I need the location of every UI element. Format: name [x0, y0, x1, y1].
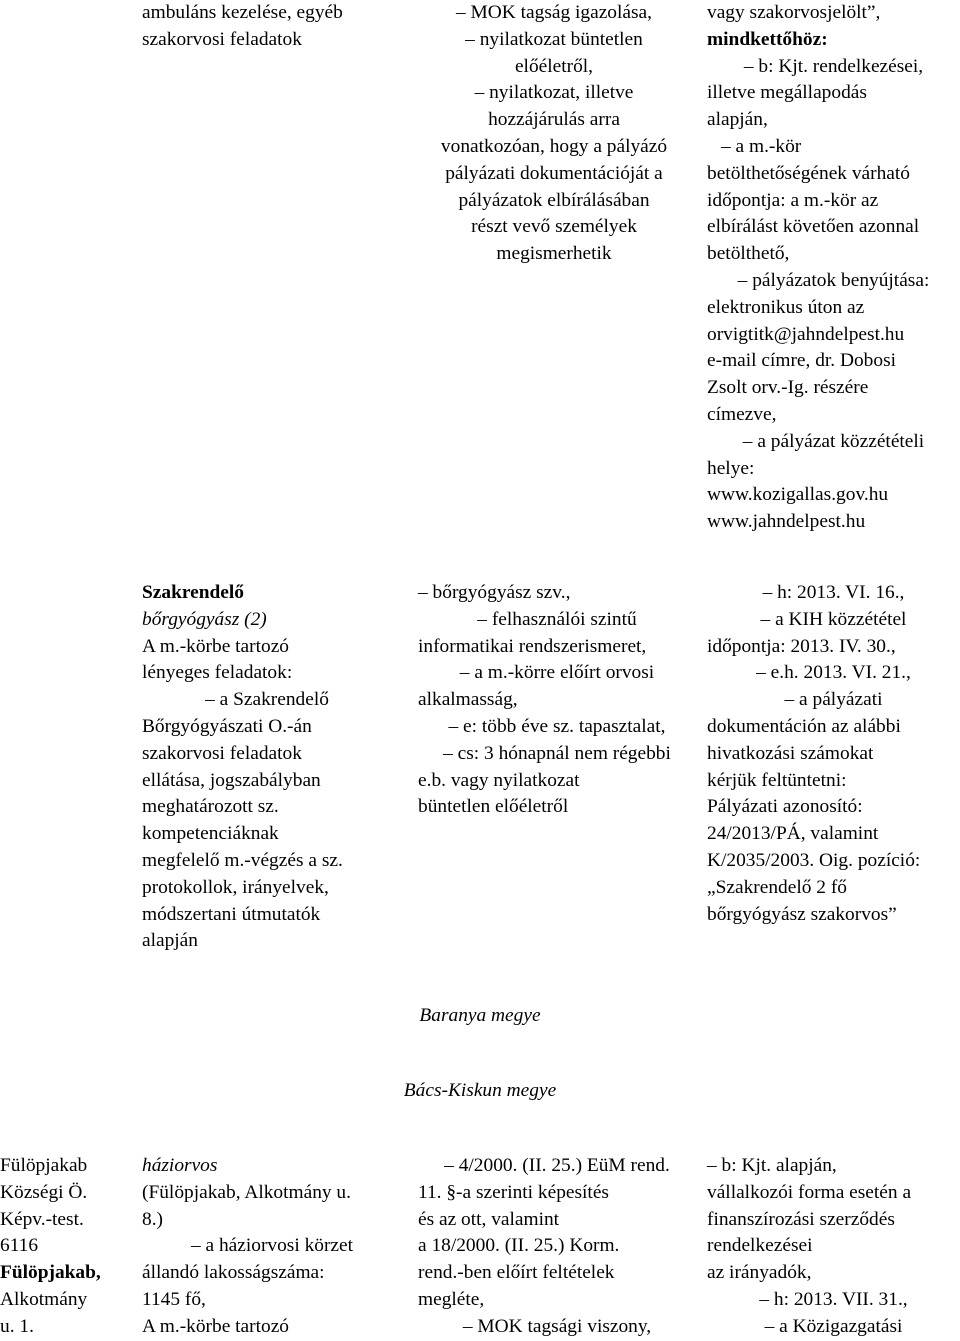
text-line: a 18/2000. (II. 25.) Korm.: [418, 1235, 620, 1257]
county-heading-baranya: Baranya megye: [419, 1005, 541, 1026]
text-line: vagy szakorvosjelölt”,: [707, 2, 881, 23]
text-line: dokumentáción az alábbi: [707, 715, 901, 737]
list-item: – h: 2013. VII. 31.,: [707, 1287, 960, 1314]
text-line: hivatkozási számokat: [707, 742, 874, 764]
text-line: ellátása, jogszabályban: [142, 769, 321, 791]
text-line: büntetlen előéletről: [418, 796, 569, 818]
web-link[interactable]: www.jahndelpest.hu: [707, 511, 866, 533]
text-line: elektronikus úton az: [707, 296, 865, 318]
text-line: Alkotmány: [0, 1288, 88, 1310]
text-line: megléte,: [418, 1288, 485, 1310]
text-line: lényeges feladatok:: [142, 662, 293, 684]
list-item: – 4/2000. (II. 25.) EüM rend.: [418, 1153, 696, 1180]
text-line: „Szakrendelő 2 fő: [707, 876, 847, 898]
text-line: vonatkozóan, hogy a pályázó: [440, 135, 668, 157]
text-line: rendelkezései: [707, 1235, 813, 1257]
list-item: – a KIH közzététel: [707, 607, 960, 634]
text-line: betölthető,: [707, 243, 790, 265]
list-item: – MOK tagság igazolása,: [415, 0, 693, 27]
text-line: 24/2013/PÁ, valamint: [707, 823, 879, 845]
text-line: szakorvosi feladatok: [142, 28, 302, 50]
text-line: protokollok, irányelvek,: [142, 876, 329, 898]
text-line: rend.-ben előírt feltételek: [418, 1262, 615, 1284]
text-line: A m.-körbe tartozó: [142, 1315, 290, 1337]
text-line: finanszírozási szerződés: [707, 1208, 895, 1230]
text-line: címezve,: [707, 403, 777, 425]
text-line: előéletről,: [514, 55, 594, 77]
list-item: – a m.-körre előírt orvosi: [418, 660, 696, 687]
text-line: kompetenciáknak: [142, 823, 279, 845]
text-line: megfelelő m.-végzés a sz.: [142, 849, 343, 871]
text-line: 1145 fő,: [142, 1288, 206, 1310]
text-line: alapján,: [707, 109, 768, 131]
list-item: – b: Kjt. rendelkezései,: [707, 54, 960, 81]
text-line: részt vevő személyek: [471, 216, 637, 238]
list-item: – nyilatkozat büntetlen: [415, 27, 693, 54]
top-col-conditions: [707, 0, 960, 536]
bottom-col-employer: [0, 1153, 130, 1341]
text-line: u. 1.: [0, 1315, 34, 1337]
text-line: 6116: [0, 1235, 39, 1257]
text-line: időpontja: a m.-kör az: [707, 189, 879, 211]
top-col-role: [142, 0, 392, 54]
text-line: e.b. vagy nyilatkozat: [418, 769, 580, 791]
list-item: – a Szakrendelő: [142, 687, 392, 714]
list-item: – a pályázat közzétételi: [707, 429, 960, 456]
text-line: meghatározott sz.: [142, 796, 279, 818]
text-line: hozzájárulás arra: [488, 109, 620, 131]
list-item: – e.h. 2013. VI. 21.,: [707, 660, 960, 687]
position-title: háziorvos: [142, 1155, 218, 1176]
text-line: Fülöpjakab,: [0, 1262, 101, 1284]
county-heading-bacs-kiskun: Bács-Kiskun megye: [403, 1080, 557, 1101]
text-line: és az ott, valamint: [418, 1208, 560, 1230]
text-line: időpontja: 2013. IV. 30.,: [707, 635, 896, 657]
text-line: informatikai rendszerismeret,: [418, 635, 647, 657]
text-line: alapján: [142, 930, 198, 952]
mid-col-role: [142, 580, 392, 955]
text-line: állandó lakosságszáma:: [142, 1262, 325, 1284]
text-line: Képv.-test.: [0, 1208, 84, 1230]
text-line: az irányadók,: [707, 1262, 812, 1284]
list-item: – a háziorvosi körzet: [142, 1233, 402, 1260]
mid-col-requirements: [418, 580, 696, 821]
text-line: bőrgyógyász szakorvos”: [707, 903, 897, 925]
text-line: megismerhetik: [496, 243, 612, 265]
text-line: K/2035/2003. Oig. pozíció:: [707, 849, 921, 871]
email-link[interactable]: orvigtitk@jahndelpest.hu: [707, 323, 905, 345]
text-line: Bőrgyógyászati O.-án: [142, 715, 312, 737]
text-line: illetve megállapodás: [707, 82, 867, 104]
bottom-col-role: [142, 1153, 402, 1341]
text-line: betölthetőségének várható: [707, 162, 910, 184]
text-line: elbírálást követően azonnal: [707, 216, 920, 238]
list-item: – h: 2013. VI. 16.,: [707, 580, 960, 607]
top-col-requirements: [415, 0, 693, 268]
text-line: A m.-körbe tartozó: [142, 635, 290, 657]
list-item: – a Közigazgatási: [707, 1314, 960, 1341]
list-item: – b: Kjt. alapján,: [707, 1153, 960, 1180]
list-item: – bőrgyógyász szv.,: [418, 580, 696, 607]
list-item: – felhasználói szintű: [418, 607, 696, 634]
mid-col-conditions: [707, 580, 960, 928]
institution-title: Szakrendelő: [142, 582, 244, 603]
text-line: alkalmasság,: [418, 689, 518, 711]
text-line: e-mail címre, dr. Dobosi: [707, 350, 897, 372]
list-item: – e: több éve sz. tapasztalat,: [418, 714, 696, 741]
bottom-col-requirements: [418, 1153, 696, 1341]
list-item: – nyilatkozat, illetve: [415, 80, 693, 107]
text-line: (Fülöpjakab, Alkotmány u.: [142, 1181, 351, 1203]
text-line: 8.): [142, 1208, 164, 1230]
text-line: Zsolt orv.-Ig. részére: [707, 377, 869, 399]
web-link[interactable]: www.kozigallas.gov.hu: [707, 484, 889, 506]
list-item: – a m.-kör: [707, 134, 960, 161]
list-item: – a pályázati: [707, 687, 960, 714]
text-line: vállalkozói forma esetén a: [707, 1181, 912, 1203]
text-line: helye:: [707, 457, 755, 479]
text-line: Községi Ö.: [0, 1181, 88, 1203]
text-line: szakorvosi feladatok: [142, 742, 302, 764]
text-line: kérjük feltüntetni:: [707, 769, 847, 791]
text-line: Fülöpjakab: [0, 1155, 88, 1176]
text-line: 11. §-a szerinti képesítés: [418, 1181, 609, 1203]
list-item: – cs: 3 hónapnál nem régebbi: [418, 741, 696, 768]
text-line: Pályázati azonosító:: [707, 796, 863, 818]
text-line: pályázati dokumentációját a: [445, 162, 663, 184]
list-item: – pályázatok benyújtása:: [707, 268, 960, 295]
text-line: mindkettőhöz:: [707, 28, 828, 50]
position-subtitle: bőrgyógyász (2): [142, 608, 267, 630]
bottom-col-conditions: [707, 1153, 960, 1341]
text-line: módszertani útmutatók: [142, 903, 321, 925]
text-line: ambuláns kezelése, egyéb: [142, 2, 343, 23]
list-item: – MOK tagsági viszony,: [418, 1314, 696, 1341]
text-line: pályázatok elbírálásában: [458, 189, 650, 211]
